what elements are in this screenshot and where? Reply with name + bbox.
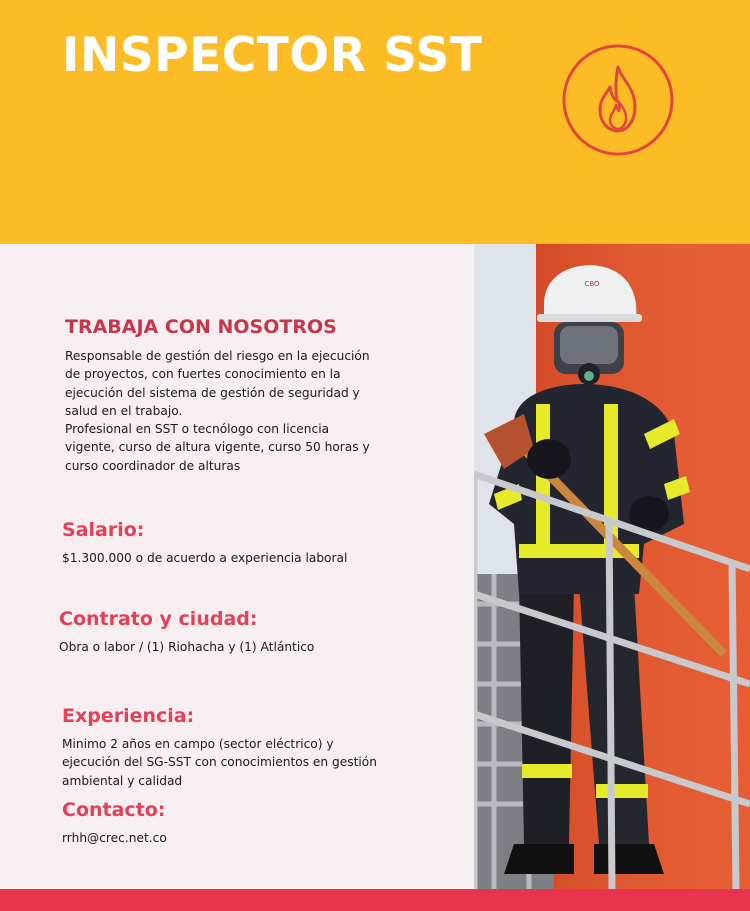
page-title: INSPECTOR SST bbox=[62, 28, 483, 83]
contact-heading: Contacto: bbox=[62, 799, 166, 821]
contact-email: rrhh@crec.net.co bbox=[62, 831, 167, 845]
firefighter-photo bbox=[474, 244, 750, 889]
footer-bar bbox=[0, 889, 750, 911]
flame-icon bbox=[561, 43, 675, 157]
salary-heading: Salario: bbox=[62, 519, 145, 541]
section-title-trabaja: TRABAJA CON NOSOTROS bbox=[65, 316, 337, 338]
experience-heading: Experiencia: bbox=[62, 705, 195, 727]
salary-text: $1.300.000 o de acuerdo a experiencia laboral bbox=[62, 551, 348, 565]
job-description: Responsable de gestión del riesgo en la ejecución de proyectos, con fuertes conocimiento en la ejecución del sistema de gestión de seguridad y salud en el trabajo. Profesional en SST o tecnólogo con licencia vigente, curso de altura vigente, curso 50 horas y curso coordinador de alturas bbox=[65, 349, 370, 473]
contract-heading: Contrato y ciudad: bbox=[59, 608, 258, 630]
contract-text: Obra o labor / (1) Riohacha y (1) Atlántico bbox=[59, 640, 315, 654]
experience-text: Minimo 2 años en campo (sector eléctrico) y ejecución del SG-SST con conocimientos en gestión ambiental y calidad bbox=[62, 737, 377, 788]
helmet-label: CBO bbox=[584, 280, 600, 288]
